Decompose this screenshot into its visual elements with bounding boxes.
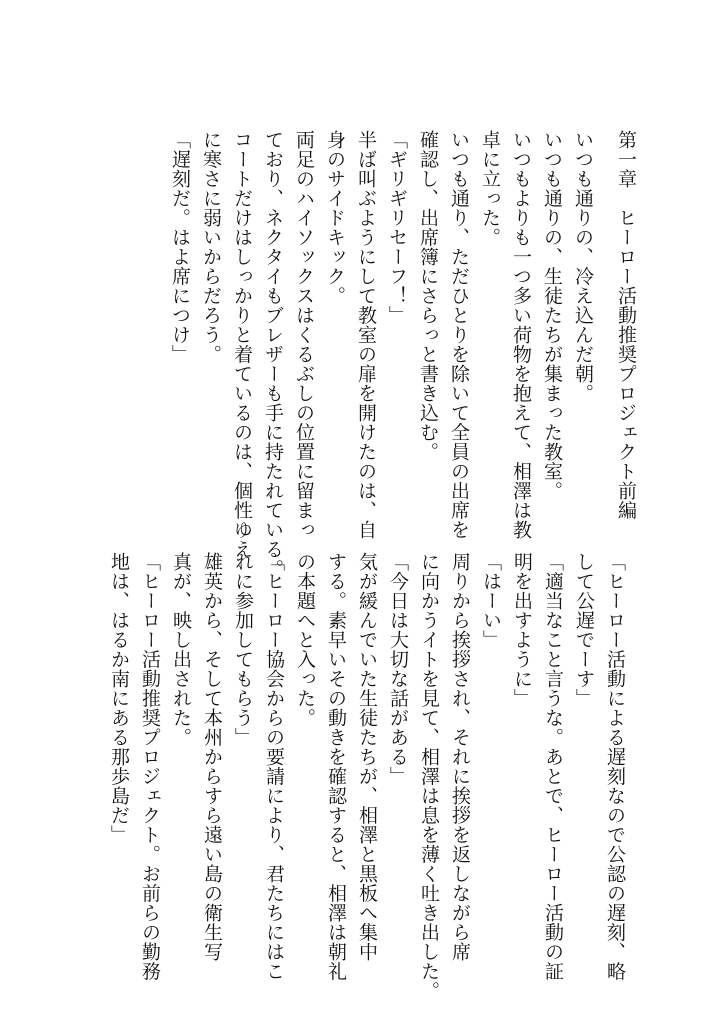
text-line: 「ギリギリセーフ！」 <box>386 130 408 325</box>
text-line: して公遅でーす」 <box>573 552 595 708</box>
text-line: 地は、はるか南にある那歩島だ」 <box>108 552 130 845</box>
text-line: 卓に立った。 <box>479 130 501 247</box>
text-line: いつも通り、ただひとりを除いて全員の出席を <box>448 130 470 540</box>
text-line: する。素早いその動きを確認すると、相澤は朝礼 <box>325 552 347 981</box>
text-line: 周りから挨拶され、それに挨拶を返しながら席 <box>449 552 471 962</box>
text-line: 「適当なこと言うな。あとで、ヒーロー活動の証 <box>542 552 564 981</box>
text-line: 明を出すように」 <box>511 552 533 708</box>
text-line: 雄英から、そして本州からすら遠い島の衛生写 <box>201 552 223 962</box>
text-line: コートだけはしっかりと着ているのは、個性ゆえ <box>231 130 253 559</box>
text-line: 半ば叫ぶようにして教室の扉を開けたのは、自 <box>355 130 377 540</box>
chapter-title: 第一章 ヒーロー活動推奨プロジェクト前編 <box>615 130 637 520</box>
text-line: いつも通りの、冷え込んだ朝。 <box>572 130 594 403</box>
text-line: 「ヒーロー活動による遅刻なので公認の遅刻、略 <box>604 552 626 981</box>
lower-text-block <box>103 552 630 1001</box>
text-line: の本題へと入った。 <box>294 552 316 728</box>
text-line: に寒さに弱いからだろう。 <box>200 130 222 364</box>
text-line: に向かうイトを見て、相澤は息を薄く吐き出した。 <box>418 552 440 1001</box>
text-line: れに参加してもらう」 <box>232 552 254 747</box>
text-line: 「はーい」 <box>480 552 502 650</box>
text-line: 身のサイドキック。 <box>324 130 346 306</box>
text-line: 「遅刻だ。はよ席につけ」 <box>169 130 191 364</box>
text-line: 確認し、出席簿にさらっと書き込む。 <box>417 130 439 462</box>
text-line: 「今日は大切な話がある」 <box>387 552 409 786</box>
text-line: 真が、映し出された。 <box>170 552 192 747</box>
text-line: ており、ネクタイもブレザーも手に持たれている。 <box>262 130 284 579</box>
text-line: いつもよりも一つ多い荷物を抱えて、相澤は教 <box>510 130 532 540</box>
text-line: 「ヒーロー協会からの要請により、君たちにはこ <box>263 552 285 981</box>
text-line: 両足のハイソックスはくるぶしの位置に留まっ <box>293 130 315 540</box>
upper-text-block <box>164 130 641 579</box>
text-line: 「ヒーロー活動推奨プロジェクト。お前らの勤務 <box>139 552 161 981</box>
text-line: 気が緩んでいた生徒たちが、相澤と黒板へ集中 <box>356 552 378 962</box>
text-line: いつも通りの、生徒たちが集まった教室。 <box>541 130 563 501</box>
